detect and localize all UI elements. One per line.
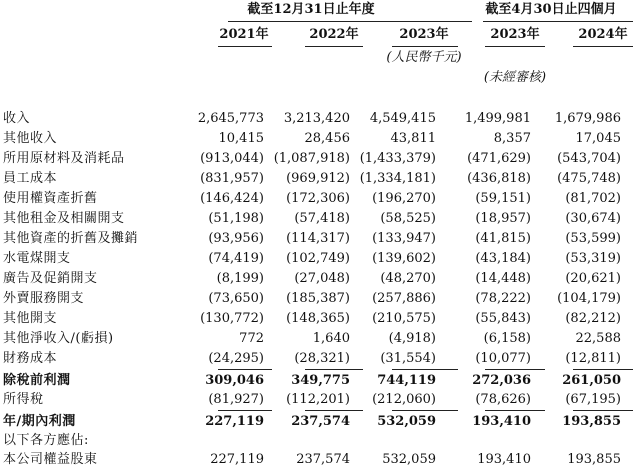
value-2022: (27,048)	[294, 271, 350, 286]
value-2023: 744,119	[377, 373, 436, 388]
value-2023-interim: 8,357	[493, 131, 531, 146]
value-2022: (102,749)	[286, 251, 350, 266]
value-2021: (73,650)	[208, 291, 264, 306]
value-2023-interim: 193,410	[477, 452, 531, 467]
table-row	[0, 210, 640, 227]
total-rule-2023	[392, 410, 458, 411]
value-2024-interim: (104,179)	[557, 291, 621, 306]
value-2023: (4,918)	[388, 331, 436, 346]
value-2023: 532,059	[377, 414, 436, 429]
value-2023: (212,060)	[372, 392, 436, 407]
value-2023: (48,270)	[380, 271, 436, 286]
value-2023: (1,433,379)	[359, 151, 436, 166]
value-2024-interim: (67,195)	[565, 392, 621, 407]
value-2021: (831,957)	[200, 171, 264, 186]
table-row	[0, 451, 640, 468]
value-2022: (185,387)	[286, 291, 350, 306]
value-2024-interim: 193,855	[562, 414, 621, 429]
table-row	[0, 230, 640, 247]
value-2022: 237,574	[296, 452, 350, 467]
value-2023: (257,886)	[372, 291, 436, 306]
value-2023-interim: (10,077)	[475, 351, 531, 366]
value-2021: 2,645,773	[197, 111, 264, 126]
row-label: 年/期內利潤	[3, 414, 76, 429]
value-2023: 532,059	[382, 452, 436, 467]
value-2023-interim: 1,499,981	[464, 111, 531, 126]
value-2022: (172,306)	[286, 191, 350, 206]
value-2023-interim: (43,184)	[475, 251, 531, 266]
table-row	[0, 130, 640, 147]
value-2022: (148,365)	[286, 311, 350, 326]
total-rule-2023-interim	[485, 410, 545, 411]
table-row	[0, 290, 640, 307]
value-2023: (196,270)	[372, 191, 436, 206]
total-rule-2021	[218, 410, 272, 411]
value-2024-interim: (543,704)	[557, 151, 621, 166]
value-2023-interim: (436,818)	[467, 171, 531, 186]
value-2021: 772	[239, 331, 264, 346]
table-row	[0, 150, 640, 167]
value-2024-interim: (475,748)	[557, 171, 621, 186]
subtotal-rule-2023	[392, 369, 458, 370]
unaudited-note: (未經審核)	[483, 70, 547, 85]
value-2022: (57,418)	[294, 211, 350, 226]
value-2023: (139,602)	[372, 251, 436, 266]
value-2023: (210,575)	[372, 311, 436, 326]
year-header-2023: 2023年	[399, 27, 449, 42]
year-rule-2021	[218, 46, 272, 47]
total-rule-2024-interim	[573, 410, 633, 411]
value-2023-interim: (78,222)	[475, 291, 531, 306]
value-2024-interim: (53,319)	[565, 251, 621, 266]
value-2023: (58,525)	[380, 211, 436, 226]
value-2021: 309,046	[205, 373, 264, 388]
value-2024-interim: (81,702)	[565, 191, 621, 206]
value-2024-interim: (20,621)	[565, 271, 621, 286]
value-2022: (28,321)	[294, 351, 350, 366]
row-label: 廣告及促銷開支	[3, 271, 98, 286]
value-2022: (114,317)	[286, 231, 350, 246]
table-row	[0, 190, 640, 207]
table-row	[0, 350, 640, 367]
row-label: 本公司權益股東	[3, 452, 98, 467]
value-2022: 3,213,420	[283, 111, 350, 126]
table-row	[0, 250, 640, 267]
value-2024-interim: (12,811)	[565, 351, 621, 366]
table-row	[0, 372, 640, 389]
value-2023: (31,554)	[380, 351, 436, 366]
value-2024-interim: (82,212)	[565, 311, 621, 326]
value-2022: (1,087,918)	[273, 151, 350, 166]
value-2021: (51,198)	[208, 211, 264, 226]
value-2023-interim: (471,629)	[467, 151, 531, 166]
row-label: 財務成本	[3, 351, 58, 366]
value-2023: 4,549,415	[369, 111, 436, 126]
value-2021: (130,772)	[200, 311, 264, 326]
value-2024-interim: 193,855	[567, 452, 621, 467]
value-2023-interim: (55,843)	[475, 311, 531, 326]
value-2021: (913,044)	[200, 151, 264, 166]
value-2022: 1,640	[312, 331, 350, 346]
table-row	[0, 413, 640, 430]
value-2021: 227,119	[205, 414, 264, 429]
year-rule-2024-interim	[573, 46, 633, 47]
subtotal-rule-2024-interim	[573, 369, 633, 370]
row-label: 以下各方應佔:	[3, 433, 89, 448]
table-row	[0, 170, 640, 187]
value-2024-interim: 17,045	[575, 131, 621, 146]
value-2024-interim: (53,599)	[565, 231, 621, 246]
table-row	[0, 310, 640, 327]
row-label: 其他資產的折舊及攤銷	[3, 231, 139, 246]
value-2021: 227,119	[210, 452, 264, 467]
row-label: 所得稅	[3, 392, 44, 407]
value-2021: (74,419)	[208, 251, 264, 266]
subtotal-rule-2023-interim	[485, 369, 545, 370]
value-2023-interim: (41,815)	[475, 231, 531, 246]
row-label: 除稅前利潤	[3, 373, 71, 388]
table-row	[0, 110, 640, 127]
row-label: 所用原材料及消耗品	[3, 151, 125, 166]
year-header-2022: 2022年	[309, 27, 359, 42]
value-2023-interim: (18,957)	[475, 211, 531, 226]
value-2021: (8,199)	[216, 271, 264, 286]
year-header-2023-interim: 2023年	[490, 27, 540, 42]
value-2021: (146,424)	[200, 191, 264, 206]
value-2024-interim: 1,679,986	[554, 111, 621, 126]
value-2023-interim: 272,036	[472, 373, 531, 388]
value-2023-interim: (78,626)	[475, 392, 531, 407]
value-2022: 28,456	[304, 131, 350, 146]
value-2023: 43,811	[390, 131, 436, 146]
row-label: 水電煤開支	[3, 251, 71, 266]
value-2024-interim: (30,674)	[565, 211, 621, 226]
value-2023-interim: (59,151)	[475, 191, 531, 206]
year-header-2024-interim: 2024年	[578, 27, 628, 42]
row-label: 其他淨收入/(虧損)	[3, 331, 114, 346]
table-row	[0, 432, 640, 449]
value-2021: (24,295)	[208, 351, 264, 366]
interim-period-rule	[483, 21, 633, 22]
value-2023-interim: (6,158)	[483, 331, 531, 346]
row-label: 員工成本	[3, 171, 58, 186]
value-2021: (81,927)	[208, 392, 264, 407]
value-2022: 237,574	[291, 414, 350, 429]
year-rule-2023-interim	[485, 46, 545, 47]
row-label: 外賣服務開支	[3, 291, 85, 306]
table-row	[0, 270, 640, 287]
subtotal-rule-2021	[218, 369, 272, 370]
value-2023-interim: 193,410	[472, 414, 531, 429]
value-2021: (93,956)	[208, 231, 264, 246]
value-2023: (133,947)	[372, 231, 436, 246]
value-2022: (969,912)	[286, 171, 350, 186]
row-label: 其他開支	[3, 311, 58, 326]
value-2021: 10,415	[218, 131, 264, 146]
year-header-2021: 2021年	[219, 27, 269, 42]
row-label: 收入	[3, 111, 31, 126]
value-2022: (112,201)	[286, 392, 350, 407]
interim-period-header: 截至4月30日止四個月	[485, 2, 617, 17]
row-label: 使用權資產折舊	[3, 191, 98, 206]
year-rule-2023	[392, 46, 458, 47]
currency-note: (人民幣千元)	[386, 50, 462, 65]
value-2023: (1,334,181)	[359, 171, 436, 186]
value-2023-interim: (14,448)	[475, 271, 531, 286]
row-label: 其他收入	[3, 131, 58, 146]
total-rule-2022	[305, 410, 363, 411]
year-rule-2022	[305, 46, 363, 47]
row-label: 其他租金及相關開支	[3, 211, 125, 226]
value-2024-interim: 22,588	[575, 331, 621, 346]
annual-period-header: 截至12月31日止年度	[247, 2, 375, 17]
subtotal-rule-2022	[305, 369, 363, 370]
value-2024-interim: 261,050	[562, 373, 621, 388]
table-row	[0, 391, 640, 408]
annual-period-rule	[228, 21, 472, 22]
table-row	[0, 330, 640, 347]
value-2022: 349,775	[291, 373, 350, 388]
